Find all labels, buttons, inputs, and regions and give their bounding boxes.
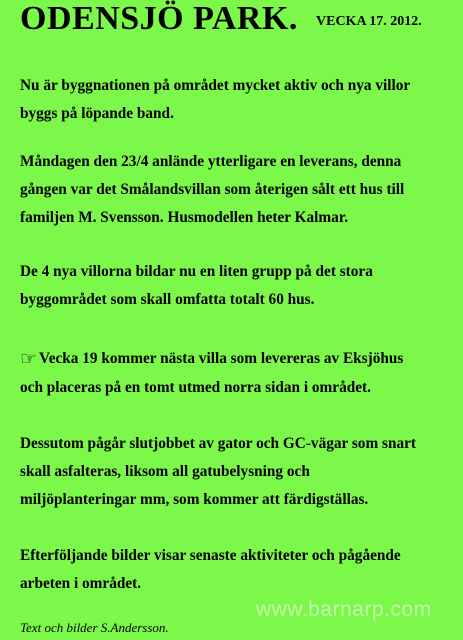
paragraph-line: och placeras på en tomt utmed norra sidan i området.	[20, 379, 371, 396]
paragraph-following-pictures	[20, 542, 450, 598]
paragraph-finishing-work	[20, 430, 450, 514]
pointing-hand-icon: ☞	[20, 349, 38, 370]
paragraph-delivery	[20, 148, 450, 232]
paragraph-line: Vecka 19 kommer nästa villa som levereras av Eksjöhus	[39, 350, 404, 367]
author-credit: Text och bilder S.Andersson.	[20, 620, 169, 635]
paragraph-line: Efterföljande bilder visar senaste aktiviteter och pågående	[20, 547, 401, 564]
paragraph-line: gången var det Smålandsvillan som återigen sålt ett hus till	[20, 181, 405, 198]
paragraph-new-villas	[20, 258, 450, 314]
page-title: ODENSJÖ PARK.	[20, 0, 298, 37]
paragraph-line: skall asfalteras, liksom all gatubelysning och	[20, 463, 310, 480]
watermark: www.barnarp.com	[256, 598, 432, 621]
paragraph-line: miljöplanteringar mm, som kommer att färdigställas.	[20, 491, 369, 508]
paragraph-line: Måndagen den 23/4 anlände ytterligare en leverans, denna	[20, 153, 402, 170]
paragraph-construction-active	[20, 72, 450, 128]
paragraph-line: byggs på löpande band.	[20, 105, 174, 122]
paragraph-line: arbeten i området.	[20, 575, 142, 592]
week-date: VECKA 17. 2012.	[316, 14, 422, 29]
paragraph-line: Dessutom pågår slutjobbet av gator och GC-vägar som snart	[20, 435, 417, 452]
paragraph-week-19	[20, 345, 450, 402]
paragraph-line: De 4 nya villorna bildar nu en liten grupp på det stora	[20, 263, 373, 280]
paragraph-line: familjen M. Svensson. Husmodellen heter Kalmar.	[20, 209, 349, 226]
paragraph-line: byggområdet som skall omfatta totalt 60 hus.	[20, 291, 315, 308]
paragraph-line: Nu är byggnationen på området mycket aktiv och nya villor	[20, 77, 411, 94]
